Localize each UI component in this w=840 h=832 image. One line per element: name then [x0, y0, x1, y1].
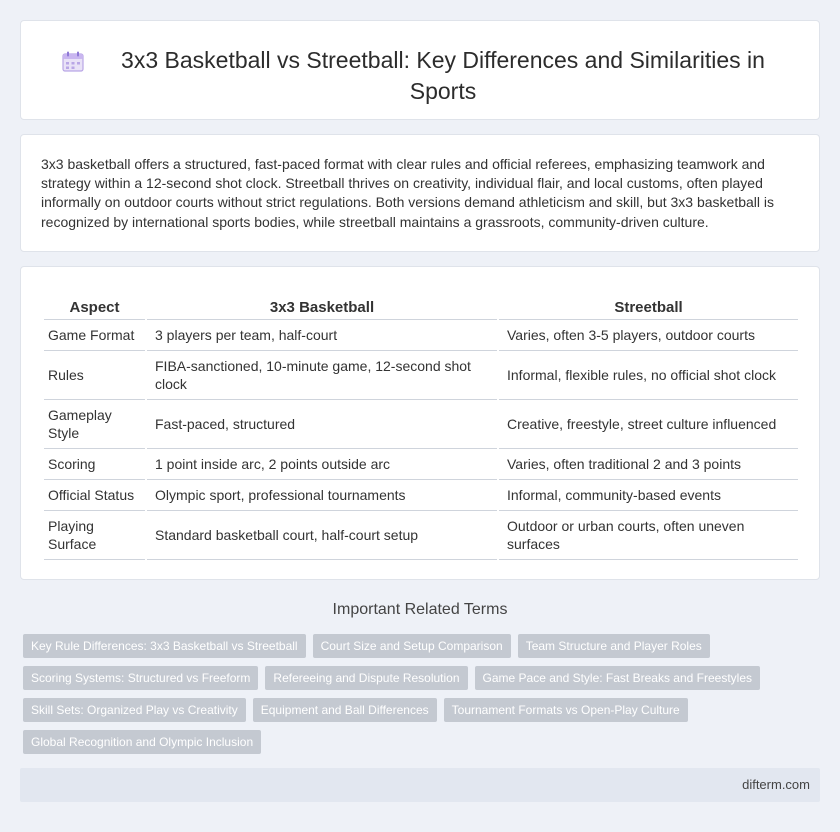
summary-card: [20, 134, 820, 252]
header-aspect: Aspect: [44, 297, 146, 319]
table-row: [44, 479, 798, 510]
row-streetball-value: Varies, often traditional 2 and 3 points: [498, 448, 798, 479]
related-tag[interactable]: Tournament Formats vs Open-Play Culture: [444, 698, 688, 722]
row-aspect: Playing Surface: [44, 510, 146, 559]
tag-row: [23, 730, 803, 754]
related-tag[interactable]: Equipment and Ball Differences: [253, 698, 437, 722]
row-3x3-value: 3 players per team, half-court: [146, 319, 498, 350]
comparison-table: [44, 297, 798, 560]
related-tag[interactable]: Game Pace and Style: Fast Breaks and Freestyles: [475, 666, 760, 690]
related-tag[interactable]: Scoring Systems: Structured vs Freeform: [23, 666, 258, 690]
row-aspect: Official Status: [44, 479, 146, 510]
related-tag[interactable]: Skill Sets: Organized Play vs Creativity: [23, 698, 246, 722]
row-3x3-value: 1 point inside arc, 2 points outside arc: [146, 448, 498, 479]
table-row: [44, 510, 798, 559]
table-row: [44, 350, 798, 399]
row-3x3-value: Standard basketball court, half-court setup: [146, 510, 498, 559]
calendar-icon: [61, 51, 87, 73]
related-terms-tags: [23, 634, 803, 762]
row-streetball-value: Informal, community-based events: [498, 479, 798, 510]
row-3x3-value: Olympic sport, professional tournaments: [146, 479, 498, 510]
title-card: [20, 20, 820, 120]
comparison-card: [20, 266, 820, 580]
header-3x3: 3x3 Basketball: [146, 297, 498, 319]
footer: [20, 768, 820, 802]
table-row: [44, 399, 798, 448]
related-terms-title: Important Related Terms: [332, 601, 508, 618]
row-streetball-value: Creative, freestyle, street culture influenced: [498, 399, 798, 448]
page-title: 3x3 Basketball vs Streetball: Key Differences and Similarities in Sports: [121, 47, 765, 104]
table-row: [44, 448, 798, 479]
tag-row: [23, 634, 803, 658]
related-tag[interactable]: Key Rule Differences: 3x3 Basketball vs Streetball: [23, 634, 306, 658]
related-tag[interactable]: Global Recognition and Olympic Inclusion: [23, 730, 261, 754]
header-streetball: Streetball: [498, 297, 798, 319]
table-row: [44, 319, 798, 350]
row-aspect: Scoring: [44, 448, 146, 479]
related-tag[interactable]: Court Size and Setup Comparison: [313, 634, 511, 658]
related-tag[interactable]: Refereeing and Dispute Resolution: [265, 666, 467, 690]
related-tag[interactable]: Team Structure and Player Roles: [518, 634, 710, 658]
row-aspect: Game Format: [44, 319, 146, 350]
row-3x3-value: Fast-paced, structured: [146, 399, 498, 448]
row-streetball-value: Informal, flexible rules, no official shot clock: [498, 350, 798, 399]
summary-text: 3x3 basketball offers a structured, fast-paced format with clear rules and official referees, emphasizing teamwork and strategy within a 12-second shot clock. Streetball thrives on creativity, individual flair, and local customs, often played informally on outdoor courts without strict regulations. Both versions demand athleticism and skill, but 3x3 basketball is recognized by international sports bodies, while streetball maintains a grassroots, community-driven culture.: [41, 156, 775, 230]
table-header-row: [44, 297, 798, 319]
row-streetball-value: Outdoor or urban courts, often uneven surfaces: [498, 510, 798, 559]
row-aspect: Rules: [44, 350, 146, 399]
row-aspect: Gameplay Style: [44, 399, 146, 448]
row-3x3-value: FIBA-sanctioned, 10-minute game, 12-second shot clock: [146, 350, 498, 399]
row-streetball-value: Varies, often 3-5 players, outdoor courts: [498, 319, 798, 350]
footer-site-link[interactable]: difterm.com: [742, 777, 810, 792]
tag-row: [23, 698, 803, 722]
title-wrap: [21, 21, 819, 107]
tag-row: [23, 666, 803, 690]
